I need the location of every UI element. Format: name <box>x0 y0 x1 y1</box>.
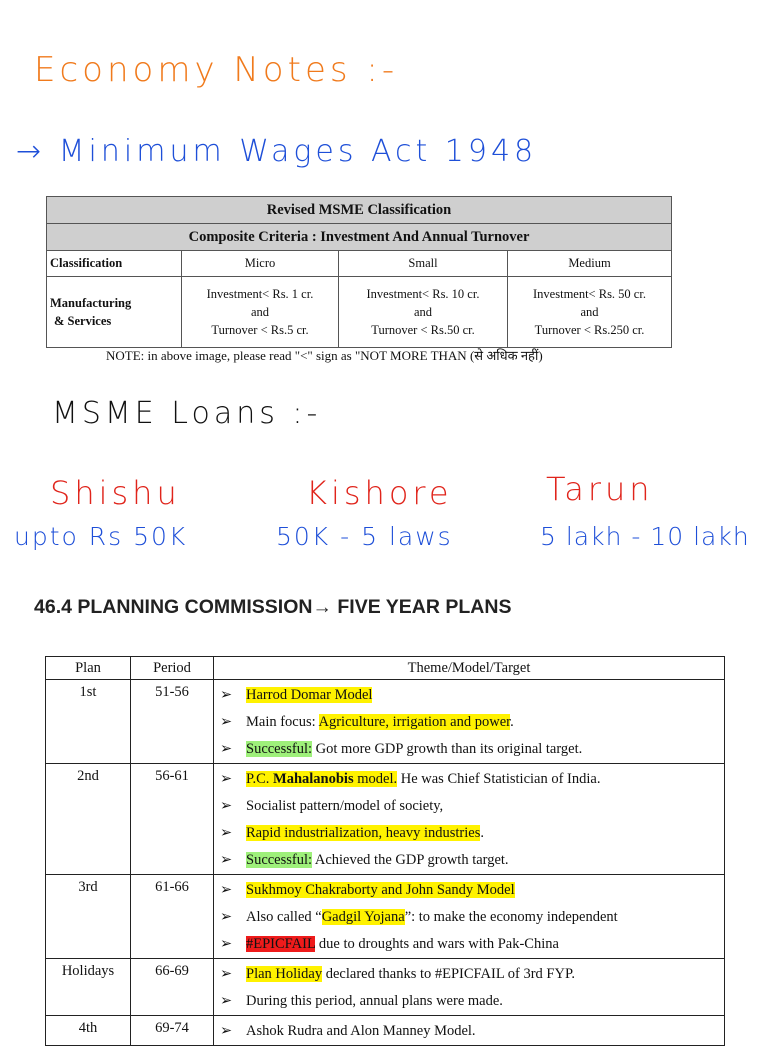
msme-medium-and: and <box>580 305 599 319</box>
plan-point <box>220 988 718 1015</box>
green-highlight-text: Successful: <box>246 852 313 868</box>
plan-period: 61-66 <box>131 875 214 959</box>
msme-header-micro: Micro <box>182 251 339 277</box>
five-year-plans-table-container <box>45 656 725 1046</box>
highlight-text: Gadgil Yojana <box>321 909 405 925</box>
plan-name: 4th <box>46 1016 131 1046</box>
arrow-bullet-icon: ➢ <box>220 714 233 730</box>
bold-text: Mahalanobis <box>273 771 354 787</box>
plans-header-theme: Theme/Model/Target <box>214 657 725 680</box>
table-row <box>46 875 725 959</box>
plan-point <box>220 961 718 988</box>
plain-text: Main focus: <box>246 714 319 730</box>
plan-point <box>220 793 718 820</box>
msme-small-investment: Investment< Rs. 10 cr. <box>366 287 480 301</box>
arrow-bullet-icon: ➢ <box>220 993 233 1009</box>
plan-period: 66-69 <box>131 959 214 1016</box>
plans-header-period: Period <box>131 657 214 680</box>
plans-header-plan: Plan <box>46 657 131 680</box>
handwritten-kishore: Kishore <box>306 474 453 512</box>
handwritten-shishu: Shishu <box>50 474 181 512</box>
handwritten-kishore-amount: 50K - 5 laws <box>276 522 453 551</box>
arrow-bullet-icon: ➢ <box>220 966 233 982</box>
table-row <box>46 1016 725 1046</box>
msme-row-label-line1: Manufacturing <box>50 296 132 310</box>
plan-theme <box>214 1016 725 1046</box>
plain-text: . <box>480 825 484 841</box>
handwritten-wages-line: → Minimum Wages Act 1948 <box>16 134 538 169</box>
planning-title: 46.4 PLANNING COMMISSION→ FIVE YEAR PLANS <box>34 596 512 618</box>
plan-point <box>220 877 718 904</box>
msme-small-turnover: Turnover < Rs.50 cr. <box>371 323 475 337</box>
table-row <box>46 764 725 875</box>
highlight-text: Agriculture, irrigation and power <box>318 714 511 730</box>
msme-micro-investment: Investment< Rs. 1 cr. <box>206 287 314 301</box>
plain-text: Also called “ <box>246 909 322 925</box>
handwritten-msme-loans: MSME Loans :- <box>52 396 322 431</box>
plain-text: Ashok Rudra and Alon Manney Model. <box>246 1023 476 1039</box>
arrow-bullet-icon: ➢ <box>220 936 233 952</box>
plain-text: He was Chief Statistician of India. <box>397 771 601 787</box>
plan-point <box>220 847 718 874</box>
arrow-bullet-icon: ➢ <box>220 825 233 841</box>
msme-header-classification: Classification <box>47 251 182 277</box>
plan-period: 51-56 <box>131 680 214 764</box>
plain-text: declared thanks to #EPICFAIL of 3rd FYP. <box>322 966 576 982</box>
msme-title: Revised MSME Classification <box>47 197 672 224</box>
plain-text: . <box>510 714 514 730</box>
plain-text: Achieved the GDP growth target. <box>312 852 509 868</box>
red-highlight-text: #EPICFAIL <box>246 936 316 952</box>
plan-name: 1st <box>46 680 131 764</box>
plan-theme <box>214 680 725 764</box>
plan-theme <box>214 764 725 875</box>
plan-point <box>220 709 718 736</box>
arrow-bullet-icon: ➢ <box>220 882 233 898</box>
arrow-bullet-icon: ➢ <box>220 741 233 757</box>
five-year-plans-table <box>45 656 725 1046</box>
msme-row-label-line2: & Services <box>54 314 112 328</box>
msme-subtitle: Composite Criteria : Investment And Annual Turnover <box>47 224 672 251</box>
table-row <box>46 680 725 764</box>
green-highlight-text: Successful: <box>246 741 313 757</box>
msme-medium-cell <box>508 277 672 348</box>
msme-note: NOTE: in above image, please read "<" sign as "NOT MORE THAN (से अधिक नहीं) <box>106 348 543 363</box>
msme-small-cell <box>339 277 508 348</box>
plan-point <box>220 736 718 763</box>
highlight-text: Plan Holiday <box>246 966 323 982</box>
plan-point <box>220 931 718 958</box>
plan-point <box>220 820 718 847</box>
plain-text: Got more GDP growth than its original target. <box>312 741 583 757</box>
arrow-bullet-icon: ➢ <box>220 687 233 703</box>
msme-table-container <box>46 196 672 348</box>
msme-micro-cell <box>182 277 339 348</box>
plain-text: due to droughts and wars with Pak-China <box>315 936 559 952</box>
plan-name: 2nd <box>46 764 131 875</box>
arrow-bullet-icon: ➢ <box>220 1023 233 1039</box>
msme-table <box>46 196 672 348</box>
msme-row-label <box>47 277 182 348</box>
arrow-bullet-icon: ➢ <box>220 852 233 868</box>
arrow-bullet-icon: ➢ <box>220 909 233 925</box>
plan-name: Holidays <box>46 959 131 1016</box>
arrow-bullet-icon: ➢ <box>220 771 233 787</box>
msme-medium-investment: Investment< Rs. 50 cr. <box>533 287 646 301</box>
msme-header-small: Small <box>339 251 508 277</box>
msme-micro-turnover: Turnover < Rs.5 cr. <box>211 323 309 337</box>
plan-name: 3rd <box>46 875 131 959</box>
table-row <box>46 959 725 1016</box>
plain-text: Socialist pattern/model of society, <box>246 798 444 814</box>
handwritten-tarun-amount: 5 lakh - 10 lakh <box>540 522 750 551</box>
highlight-text: Rapid industrialization, heavy industries <box>246 825 481 841</box>
plan-theme <box>214 959 725 1016</box>
plan-period: 56-61 <box>131 764 214 875</box>
highlight-text <box>246 771 397 787</box>
plain-text: model. <box>353 771 398 787</box>
handwritten-tarun: Tarun <box>546 470 654 508</box>
handwritten-title: Economy Notes :- <box>34 50 399 90</box>
plain-text: P.C. <box>246 771 274 787</box>
plain-text: During this period, annual plans were made. <box>246 993 503 1009</box>
plan-period: 69-74 <box>131 1016 214 1046</box>
plan-point <box>220 682 718 709</box>
msme-micro-and: and <box>250 305 270 319</box>
highlight-text: Harrod Domar Model <box>246 687 373 703</box>
msme-header-medium: Medium <box>508 251 672 277</box>
plan-point <box>220 766 718 793</box>
handwritten-shishu-amount: upto Rs 50K <box>14 522 188 551</box>
plan-point <box>220 1018 718 1045</box>
msme-small-and: and <box>413 305 433 319</box>
highlight-text: Sukhmoy Chakraborty and John Sandy Model <box>246 882 515 898</box>
msme-medium-turnover: Turnover < Rs.250 cr. <box>534 323 645 337</box>
plain-text: ”: to make the economy independent <box>404 909 618 925</box>
arrow-bullet-icon: ➢ <box>220 798 233 814</box>
plan-theme <box>214 875 725 959</box>
plan-point <box>220 904 718 931</box>
